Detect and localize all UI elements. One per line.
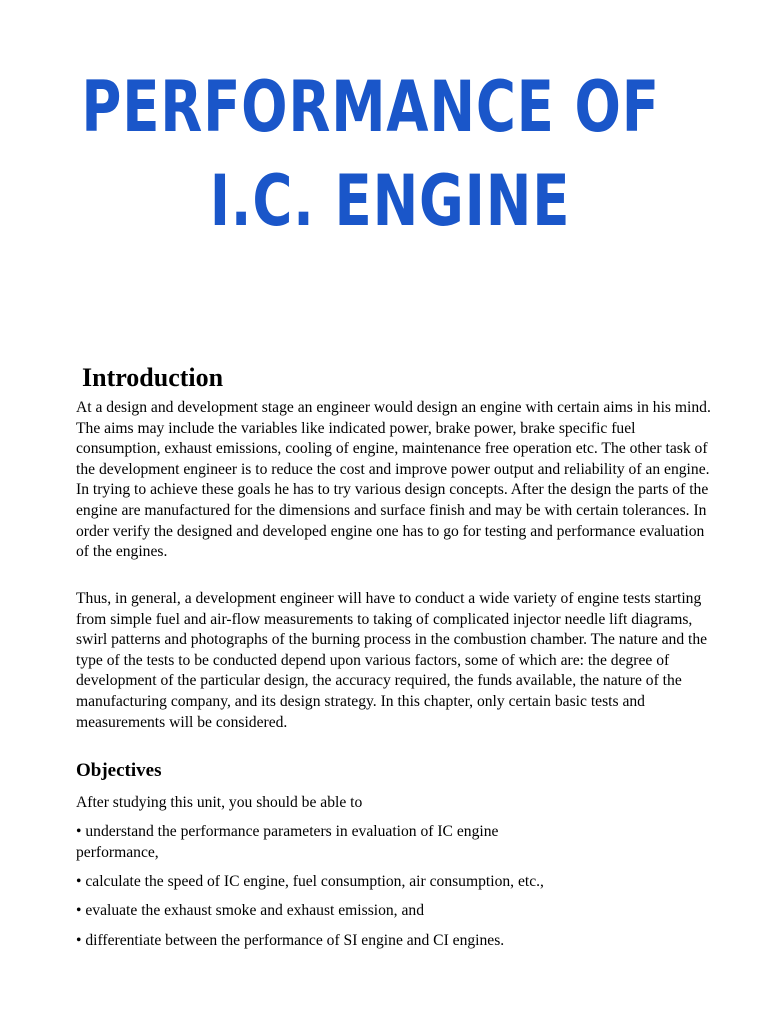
introduction-heading: Introduction xyxy=(82,363,224,392)
objectives-heading: Objectives xyxy=(76,760,162,781)
objective-item: • differentiate between the performance of SI engine and CI engines. xyxy=(76,932,505,949)
objective-item: • evaluate the exhaust smoke and exhaust emission, and xyxy=(76,902,424,919)
introduction-paragraph-1: At a design and development stage an engineer would design an engine with certain aims in his mind. The aims may include the variables like indicated power, brake power, brake specific fuel consumption, exhaust emissions, cooling of engine, maintenance free operation etc. The other task of the development engineer is to reduce the cost and improve power output and reliability of an engine. In trying to achieve these goals he has to try various design concepts. After the design the parts of the engine are manufactured for the dimensions and surface finish and may be with certain tolerances. In order verify the designed and developed engine one has to go for testing and performance evaluation of the engines. xyxy=(76,399,711,561)
document-title-line-2: I.C. ENGINE xyxy=(209,160,571,242)
objective-item: • calculate the speed of IC engine, fuel consumption, air consumption, etc., xyxy=(76,873,544,890)
document-title-line-1: PERFORMANCE OF xyxy=(81,66,660,148)
objectives-intro: After studying this unit, you should be able to xyxy=(76,794,363,811)
introduction-paragraph-2: Thus, in general, a development engineer will have to conduct a wide variety of engine tests starting from simple fuel and air-flow measurements to taking of complicated injector needle lift diagrams, swirl patterns and photographs of the burning process in the combustion chamber. The nature and the type of the tests to be conducted depend upon various factors, some of which are: the degree of development of the particular design, the accuracy required, the funds available, the nature of the manufacturing company, and its design strategy. In this chapter, only certain basic tests and measurements will be considered. xyxy=(76,590,708,731)
objective-item: • understand the performance parameters in evaluation of IC engine performance, xyxy=(76,823,499,861)
